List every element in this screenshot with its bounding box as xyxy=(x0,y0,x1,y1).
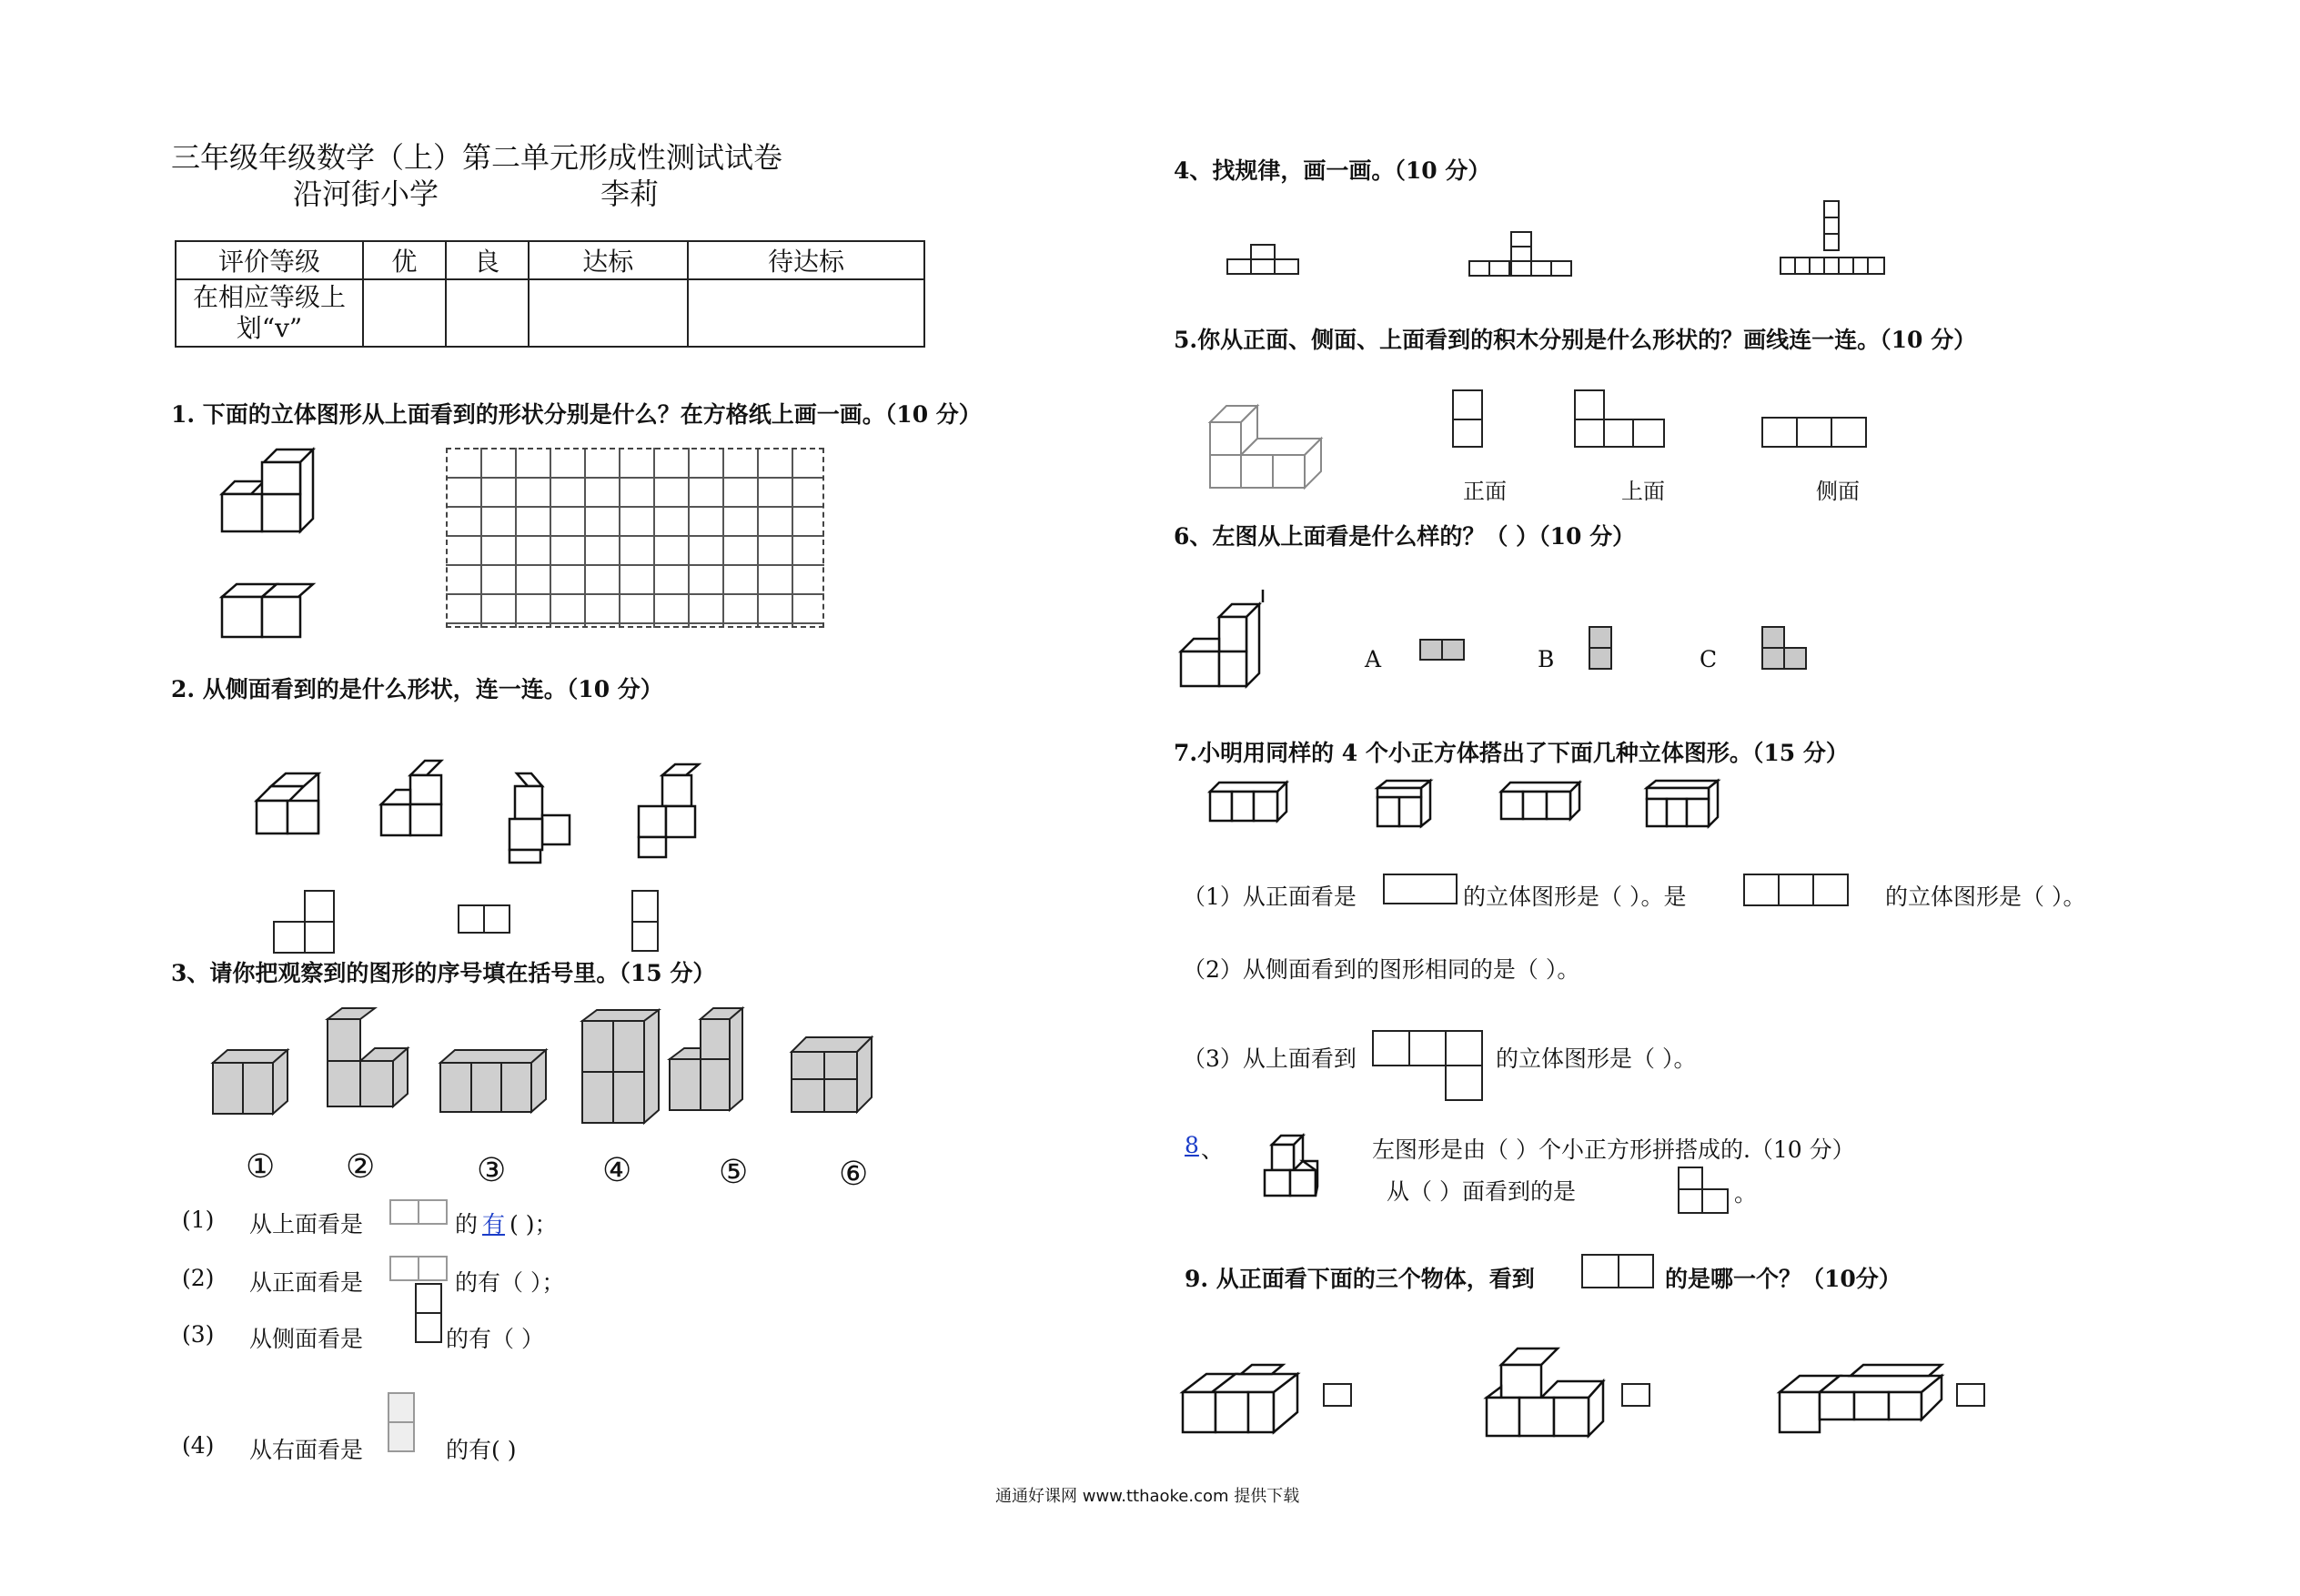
q6-option-a-label: A xyxy=(1365,646,1382,672)
q2-side-view-two-vertical[interactable] xyxy=(631,890,659,952)
question-9-tail: 的是哪一个？（10分） xyxy=(1665,1266,1902,1292)
q7-block-figures xyxy=(1206,779,1725,833)
q3-sub4-number: (4) xyxy=(182,1432,215,1459)
question-5: 5.你从正面、侧面、上面看到的积木分别是什么形状的？画线连一连。（10 分） xyxy=(1174,327,1977,353)
q3-sub2-text: 从正面看是 xyxy=(249,1269,364,1296)
q8-line2-b: 。 xyxy=(1734,1180,1758,1207)
grade-header-pass: 达标 xyxy=(529,241,688,279)
q9-target-shape xyxy=(1581,1254,1654,1288)
q8-line1[interactable]: 左图形是由（ ）个小正方形拼搭成的.（10 分） xyxy=(1372,1136,1855,1163)
q3-cube-figures xyxy=(200,1008,919,1145)
grade-header-good: 良 xyxy=(446,241,529,279)
q9-answer-box-1[interactable] xyxy=(1323,1383,1352,1407)
q5-label-top: 上面 xyxy=(1621,479,1665,504)
grade-cell-notyet[interactable] xyxy=(688,279,924,347)
q3-sub1-tail-de: 的 xyxy=(455,1211,479,1237)
q3-sub1-blank[interactable]: ( )； xyxy=(509,1211,558,1237)
q7-sub1-shape-b xyxy=(1743,874,1849,906)
q3-sub1-shape xyxy=(389,1199,448,1225)
grade-header-notyet: 待达标 xyxy=(688,241,924,279)
grade-table xyxy=(175,240,925,348)
question-2: 2. 从侧面看到的是什么形状，连一连。（10 分） xyxy=(171,676,663,702)
page-title: 三年级年级数学（上）第二单元形成性测试试卷 xyxy=(171,140,783,175)
q6-option-b-shape[interactable] xyxy=(1589,626,1612,670)
q3-sub4-blank[interactable]: 的有( ) xyxy=(446,1437,517,1463)
question-8-separator: 、 xyxy=(1201,1136,1225,1163)
q7-sub1-c[interactable]: 的立体图形是（ ）。 xyxy=(1885,884,2086,910)
q3-sub3-shape xyxy=(415,1283,442,1343)
q3-sub2-number: (2) xyxy=(182,1265,215,1291)
q3-figure-number-5: ⑤ xyxy=(719,1154,749,1191)
q2-side-view-two-horizontal[interactable] xyxy=(458,904,510,934)
q6-block-figure xyxy=(1177,590,1268,690)
q7-sub1-a: （1）从正面看是 xyxy=(1183,884,1357,910)
q7-sub3-shape xyxy=(1372,1030,1485,1103)
q3-sub1-number: (1) xyxy=(182,1207,215,1233)
q3-figure-number-4: ④ xyxy=(602,1152,632,1189)
q3-sub3-text: 从侧面看是 xyxy=(249,1326,364,1352)
question-8-number[interactable]: 8 xyxy=(1185,1132,1199,1158)
question-7: 7.小明用同样的 4 个小正方体搭出了下面几种立体图形。（15 分） xyxy=(1174,740,1849,766)
grade-header-level: 评价等级 xyxy=(176,241,363,279)
q1-cube-figure-a xyxy=(218,444,318,535)
question-4: 4、找规律，画一画。（10 分） xyxy=(1174,157,1491,184)
q3-sub1-link[interactable]: 有 xyxy=(482,1211,506,1237)
q8-line2-shape xyxy=(1678,1167,1730,1214)
question-1: 1. 下面的立体图形从上面看到的形状分别是什么？在方格纸上画一画。（10 分） xyxy=(171,401,982,428)
q8-block-figure xyxy=(1261,1134,1334,1197)
question-3: 3、请你把观察到的图形的序号填在括号里。（15 分） xyxy=(171,960,716,986)
q2-cube-figure-2 xyxy=(378,757,450,848)
q3-figure-number-3: ③ xyxy=(477,1152,507,1189)
q5-label-front: 正面 xyxy=(1463,479,1507,504)
q7-sub3-a: （3）从上面看到 xyxy=(1183,1045,1357,1072)
teacher-name: 李莉 xyxy=(600,177,660,211)
q3-figure-number-2: ② xyxy=(346,1148,376,1186)
q2-cube-figure-4 xyxy=(635,763,708,863)
q5-label-side: 侧面 xyxy=(1816,479,1860,504)
q5-block-figure xyxy=(1206,397,1330,491)
q6-option-c-shape[interactable] xyxy=(1761,626,1807,670)
q6-option-b-label: B xyxy=(1538,646,1555,672)
q3-sub2-shape xyxy=(389,1256,448,1281)
q4-pattern-3 xyxy=(1780,200,1887,277)
question-9: 9. 从正面看下面的三个物体，看到 xyxy=(1185,1266,1535,1292)
q7-sub2[interactable]: （2）从侧面看到的图形相同的是（ ）。 xyxy=(1183,956,1580,983)
q2-side-view-L[interactable] xyxy=(273,890,335,954)
q7-sub1-shape-a xyxy=(1383,874,1458,904)
q3-figure-number-6: ⑥ xyxy=(839,1156,869,1193)
q9-answer-box-3[interactable] xyxy=(1956,1383,1985,1407)
q5-view-three-horizontal[interactable] xyxy=(1761,417,1867,448)
q9-object-3 xyxy=(1776,1356,1949,1438)
grade-cell-excellent[interactable] xyxy=(363,279,446,347)
q7-sub3-b[interactable]: 的立体图形是（ ）。 xyxy=(1496,1045,1697,1072)
q3-sub4-text: 从右面看是 xyxy=(249,1437,364,1463)
grade-row-label xyxy=(176,279,363,347)
q4-pattern-1 xyxy=(1226,244,1299,277)
q3-sub1-text: 从上面看是 xyxy=(249,1211,364,1237)
q9-answer-box-2[interactable] xyxy=(1621,1383,1650,1407)
q4-pattern-2 xyxy=(1468,231,1574,277)
q3-sub2-blank[interactable]: 的有（ ）； xyxy=(455,1269,565,1296)
footer-credit: 通通好课网 www.tthaoke.com 提供下载 xyxy=(995,1487,1300,1506)
grade-row-label-line2: 划“v” xyxy=(236,313,303,343)
q2-cube-figure-3 xyxy=(506,770,579,870)
q6-option-a-shape[interactable] xyxy=(1419,639,1465,661)
q5-view-L[interactable] xyxy=(1574,389,1665,448)
q3-sub3-number: (3) xyxy=(182,1321,215,1348)
q5-view-two-vertical[interactable] xyxy=(1452,389,1483,448)
q3-sub3-blank[interactable]: 的有（ ） xyxy=(446,1326,544,1352)
school-name: 沿河街小学 xyxy=(293,177,439,211)
grade-cell-pass[interactable] xyxy=(529,279,688,347)
q9-object-2 xyxy=(1483,1345,1610,1445)
q2-cube-figure-1 xyxy=(253,773,326,846)
grade-cell-good[interactable] xyxy=(446,279,529,347)
q6-option-c-label: C xyxy=(1700,646,1718,672)
q7-sub1-b[interactable]: 的立体图形是（ ）。是 xyxy=(1463,884,1687,910)
grade-row-label-line1: 在相应等级上 xyxy=(192,282,346,312)
q1-cube-figure-b xyxy=(218,579,318,642)
q3-sub4-shape xyxy=(388,1392,415,1452)
q8-line2-a[interactable]: 从（ ）面看到的是 xyxy=(1387,1178,1576,1205)
q1-dashed-grid-paper[interactable] xyxy=(446,448,824,628)
q9-object-1 xyxy=(1179,1356,1306,1438)
question-6: 6、左图从上面看是什么样的？（ ）（10 分） xyxy=(1174,523,1636,550)
q3-figure-number-1: ① xyxy=(246,1148,276,1186)
grade-header-excellent: 优 xyxy=(363,241,446,279)
